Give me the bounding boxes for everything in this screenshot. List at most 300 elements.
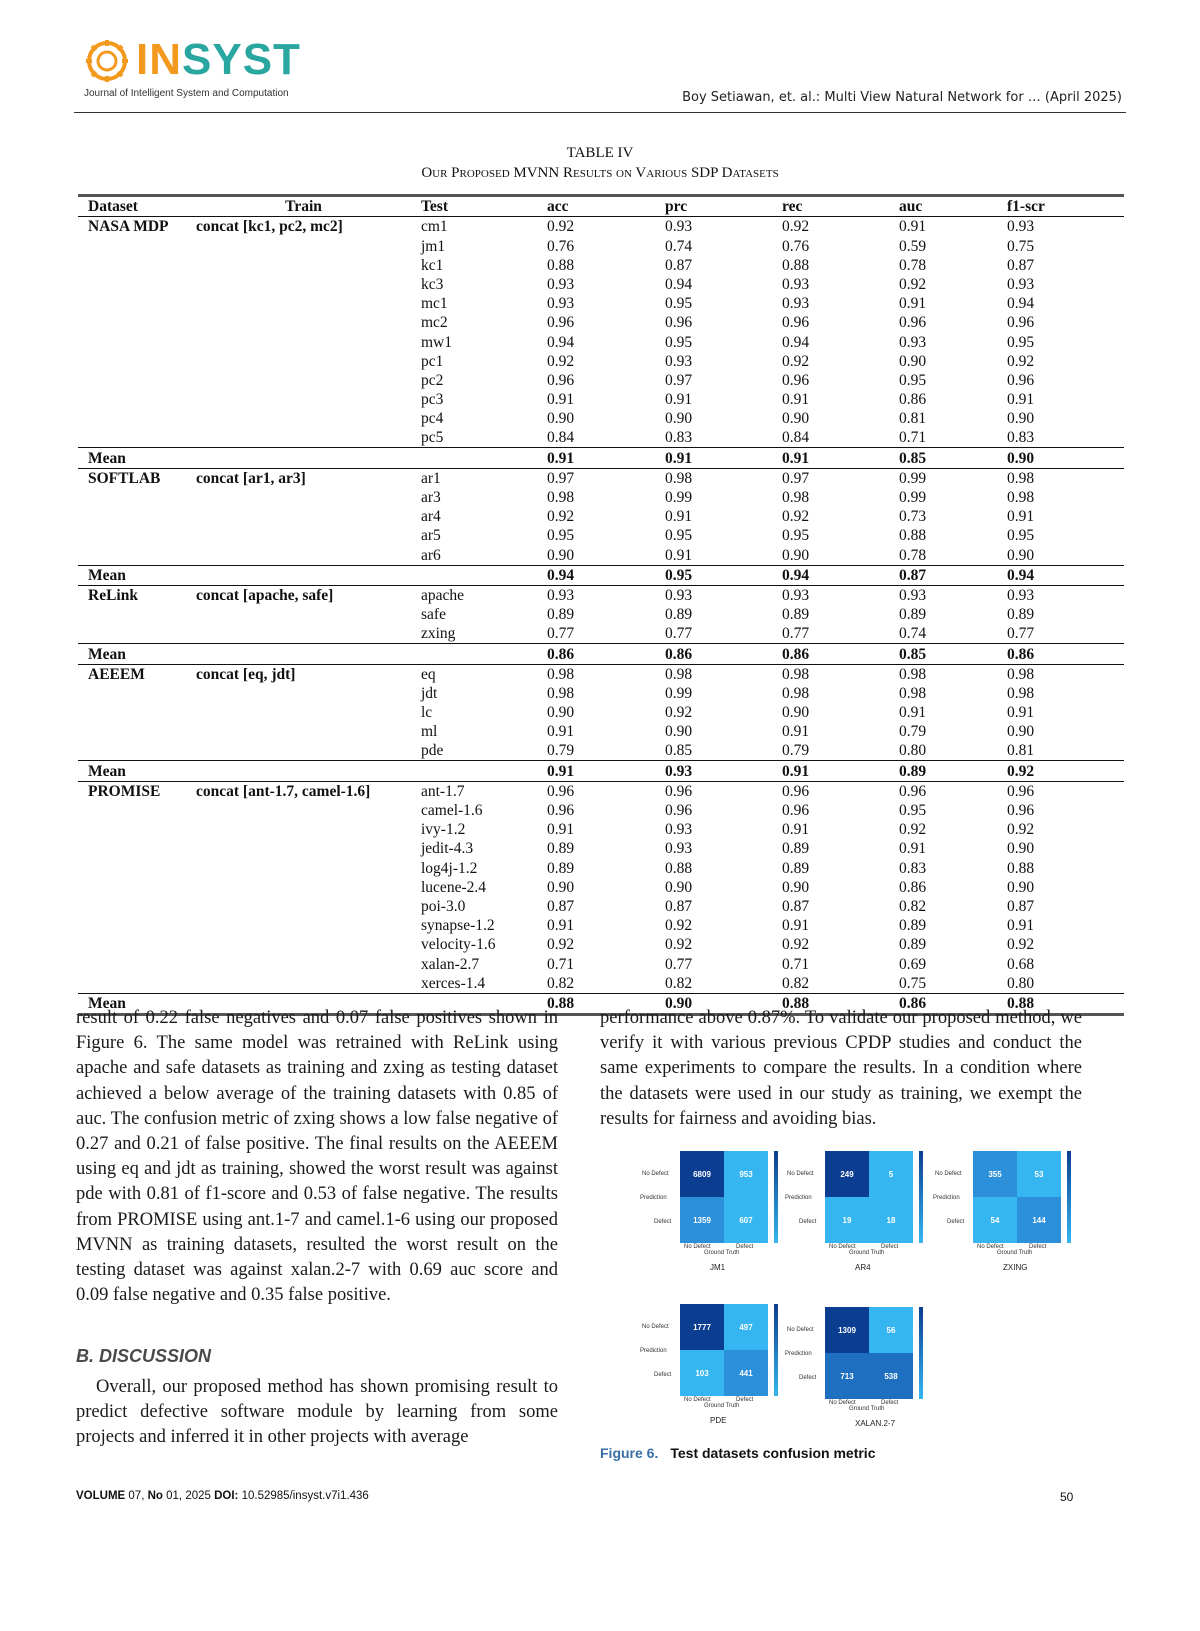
- metric-cell: 0.92: [665, 917, 693, 935]
- metric-cell: 0.83: [665, 429, 693, 447]
- train-cell: [186, 352, 411, 371]
- test-cell: cm1: [421, 218, 448, 236]
- train-cell: [186, 974, 411, 994]
- table-row: [78, 294, 1124, 313]
- dataset-cell: [78, 275, 186, 294]
- running-head: Boy Setiawan, et. al.: Multi View Natural Network for … (April 2025): [682, 90, 1122, 105]
- metric-cell: 0.96: [547, 371, 575, 389]
- dataset-cell: [78, 839, 186, 858]
- metric-cell: 0.91: [782, 723, 810, 741]
- metric-cell: 0.91: [665, 508, 693, 526]
- y-tick-defect: Defect: [799, 1375, 817, 1381]
- metric-cell: 0.91: [1007, 704, 1035, 722]
- dataset-cell: [78, 605, 186, 624]
- colorbar: [774, 1304, 778, 1396]
- matrix-title: ZXING: [1003, 1263, 1028, 1272]
- metric-cell: 0.90: [782, 410, 810, 428]
- metric-cell: 0.85: [665, 742, 693, 760]
- x-tick-defect: Defect: [881, 1400, 899, 1406]
- empty-cell: [186, 644, 411, 664]
- y-axis-label: Prediction: [640, 1348, 667, 1354]
- dataset-cell: [78, 703, 186, 722]
- mean-value: 0.86: [537, 644, 655, 664]
- test-cell: pc1: [421, 352, 444, 370]
- train-cell: [186, 722, 411, 741]
- matrix-cell: 953: [724, 1151, 768, 1197]
- table-row: [78, 801, 1124, 820]
- logo-wordmark-syst: SYST: [182, 35, 301, 84]
- metric-cell: 0.77: [547, 625, 575, 643]
- matrix-cell: 1309: [825, 1307, 869, 1353]
- test-cell: pc4: [421, 410, 444, 428]
- dataset-cell: [78, 545, 186, 565]
- table-row: [78, 256, 1124, 275]
- test-cell: safe: [421, 606, 446, 624]
- mean-value: 0.86: [997, 644, 1124, 664]
- table-title: Our Proposed MVNN Results on Various SDP Datasets: [421, 165, 779, 181]
- table-row: [78, 722, 1124, 741]
- metric-cell: 0.91: [547, 391, 575, 409]
- train-cell: [186, 605, 411, 624]
- test-cell: xalan-2.7: [421, 955, 480, 973]
- metric-cell: 0.91: [782, 821, 810, 839]
- matrix-cell: 19: [825, 1197, 869, 1243]
- table-row: [78, 390, 1124, 409]
- metric-cell: 0.91: [665, 391, 693, 409]
- dataset-cell: [78, 954, 186, 973]
- dataset-cell: NASA MDP: [88, 218, 169, 236]
- metric-cell: 0.89: [1007, 606, 1035, 624]
- metric-cell: 0.87: [547, 897, 575, 915]
- metric-cell: 0.95: [665, 527, 693, 545]
- metric-cell: 0.87: [665, 256, 693, 274]
- header-cell: rec: [772, 196, 889, 217]
- test-cell: poi-3.0: [421, 897, 466, 915]
- metric-cell: 0.89: [547, 606, 575, 624]
- mean-value: 0.85: [889, 644, 997, 664]
- metric-cell: 0.90: [547, 704, 575, 722]
- train-cell: [186, 545, 411, 565]
- test-cell: pde: [421, 742, 444, 760]
- metric-cell: 0.79: [899, 723, 927, 741]
- empty-cell: [186, 761, 411, 781]
- metric-cell: 0.99: [899, 489, 927, 506]
- metric-cell: 0.88: [782, 256, 810, 274]
- mean-value: 0.89: [889, 761, 997, 781]
- dataset-cell: [78, 313, 186, 332]
- metric-cell: 0.93: [782, 295, 810, 313]
- x-axis-label: Ground Truth: [704, 1403, 740, 1409]
- results-paragraph: result of 0.22 false negatives and 0.07 false positives shown in Figure 6. The same model was retrained with ReLink using apache and safe datasets as training and zxing as testing dataset achieved a below average of the training datasets with 0.85 of auc. The confusion metric of zxing shows a low false negative of 0.27 and 0.21 of false positive. The final results on the AEEEM using eq and jdt as training, showed the worst result was against pde with 0.81 of f1-score and 0.53 of false negative. The results from PROMISE using ant.1-7 and camel.1-6 using our proposed MVNN as training datasets, resulted the worst result on the testing dataset was against xalan.2-7 with 0.69 auc score and 0.09 false negative and 0.35 false positive.: [76, 1008, 558, 1306]
- metric-cell: 0.76: [547, 237, 575, 255]
- metric-cell: 0.89: [899, 917, 927, 935]
- mean-value: 0.86: [889, 993, 997, 1014]
- mean-value: 0.92: [997, 761, 1124, 781]
- metric-cell: 0.98: [547, 665, 575, 683]
- test-cell: mw1: [421, 333, 452, 351]
- metric-cell: 0.86: [899, 391, 927, 409]
- dataset-cell: [78, 488, 186, 507]
- metric-cell: 0.96: [782, 802, 810, 819]
- table-row: [78, 428, 1124, 448]
- metric-cell: 0.95: [665, 295, 693, 313]
- test-cell: zxing: [421, 625, 456, 643]
- metric-cell: 0.78: [899, 546, 927, 564]
- metric-cell: 0.96: [782, 371, 810, 389]
- mean-value: 0.86: [772, 644, 889, 664]
- metric-cell: 0.98: [1007, 469, 1035, 487]
- metric-cell: 0.91: [665, 546, 693, 564]
- table-row: [78, 897, 1124, 916]
- table-row: [78, 409, 1124, 428]
- metric-cell: 0.80: [899, 742, 927, 760]
- footer-no-label: No: [147, 1490, 163, 1502]
- train-cell: [186, 390, 411, 409]
- metric-cell: 0.76: [782, 237, 810, 255]
- y-tick-defect: Defect: [799, 1219, 817, 1225]
- metric-cell: 0.90: [1007, 410, 1035, 428]
- metric-cell: 0.92: [547, 218, 575, 236]
- logo-subtitle: Journal of Intelligent System and Computation: [84, 88, 289, 99]
- dataset-cell: [78, 897, 186, 916]
- metric-cell: 0.92: [665, 936, 693, 954]
- dataset-cell: [78, 371, 186, 390]
- dataset-cell: [78, 935, 186, 954]
- y-tick-no-defect: No Defect: [787, 1171, 814, 1177]
- metric-cell: 0.82: [547, 974, 575, 992]
- x-axis-label: Ground Truth: [849, 1250, 885, 1256]
- metric-cell: 0.93: [1007, 586, 1035, 604]
- page-number: 50: [1060, 1490, 1074, 1504]
- mean-label: Mean: [78, 644, 186, 664]
- dataset-cell: [78, 916, 186, 935]
- metric-cell: 0.90: [1007, 878, 1035, 896]
- test-cell: pc2: [421, 371, 444, 389]
- train-cell: [186, 256, 411, 275]
- x-tick-defect: Defect: [736, 1244, 754, 1250]
- train-cell: [186, 684, 411, 703]
- metric-cell: 0.68: [1007, 955, 1035, 973]
- empty-cell: [186, 565, 411, 585]
- matrix-cell: 538: [869, 1353, 913, 1399]
- matrix-cell: 1359: [680, 1197, 724, 1243]
- metric-cell: 0.96: [1007, 314, 1035, 332]
- train-cell: concat [ant-1.7, camel-1.6]: [196, 782, 371, 800]
- metric-cell: 0.90: [782, 704, 810, 722]
- metric-cell: 0.90: [899, 352, 927, 370]
- metric-cell: 0.95: [1007, 333, 1035, 351]
- test-cell: jedit-4.3: [421, 840, 474, 858]
- right-column-text: [600, 1006, 1082, 1132]
- train-cell: [186, 935, 411, 954]
- footer-number: 01, 2025: [166, 1490, 211, 1502]
- train-cell: [186, 839, 411, 858]
- matrix-cell: 18: [869, 1197, 913, 1243]
- mean-row: [78, 761, 1124, 781]
- metric-cell: 0.91: [782, 391, 810, 409]
- train-cell: [186, 624, 411, 644]
- dataset-cell: [78, 236, 186, 255]
- metric-cell: 0.87: [1007, 256, 1035, 274]
- table-row: [78, 839, 1124, 858]
- train-cell: [186, 897, 411, 916]
- x-tick-no-defect: No Defect: [977, 1244, 1004, 1250]
- metric-cell: 0.91: [899, 295, 927, 313]
- mean-value: 0.86: [655, 644, 772, 664]
- table-label: TABLE IV: [566, 145, 634, 161]
- train-cell: [186, 409, 411, 428]
- metric-cell: 0.92: [547, 508, 575, 526]
- x-tick-no-defect: No Defect: [684, 1397, 711, 1403]
- matrix-cell: 144: [1017, 1197, 1061, 1243]
- metric-cell: 0.89: [547, 840, 575, 858]
- train-cell: concat [apache, safe]: [196, 586, 334, 604]
- metric-cell: 0.99: [899, 469, 927, 487]
- test-cell: ar6: [421, 546, 441, 564]
- footer-volume-label: VOLUME: [76, 1490, 126, 1502]
- train-cell: concat [ar1, ar3]: [196, 469, 306, 487]
- metric-cell: 0.93: [782, 275, 810, 293]
- metric-cell: 0.87: [782, 897, 810, 915]
- mean-value: 0.88: [537, 993, 655, 1014]
- table-row: [78, 275, 1124, 294]
- dataset-cell: [78, 974, 186, 994]
- dataset-cell: [78, 878, 186, 897]
- dataset-cell: [78, 858, 186, 877]
- dataset-cell: [78, 722, 186, 741]
- metric-cell: 0.93: [665, 821, 693, 839]
- y-axis-label: Prediction: [640, 1195, 667, 1201]
- metric-cell: 0.96: [547, 314, 575, 332]
- mean-value: 0.94: [537, 565, 655, 585]
- metric-cell: 0.80: [1007, 974, 1035, 992]
- colorbar: [1067, 1151, 1071, 1243]
- metric-cell: 0.88: [665, 859, 693, 877]
- test-cell: camel-1.6: [421, 802, 483, 819]
- table-row: [78, 332, 1124, 351]
- matrix-cell: 54: [973, 1197, 1017, 1243]
- metric-cell: 0.88: [1007, 859, 1035, 877]
- mean-value: 0.87: [889, 565, 997, 585]
- metric-cell: 0.95: [899, 802, 927, 819]
- y-tick-no-defect: No Defect: [787, 1327, 814, 1333]
- metric-cell: 0.90: [665, 878, 693, 896]
- metric-cell: 0.95: [547, 527, 575, 545]
- mean-label: Mean: [78, 448, 186, 468]
- table-row: [78, 605, 1124, 624]
- metric-cell: 0.71: [899, 429, 927, 447]
- mean-value: 0.91: [772, 761, 889, 781]
- logo-wordmark: [136, 36, 301, 84]
- metric-cell: 0.98: [899, 665, 927, 683]
- header-cell: Test: [411, 196, 537, 217]
- metric-cell: 0.69: [899, 955, 927, 973]
- empty-cell: [411, 448, 537, 468]
- logo-wordmark-in: IN: [136, 35, 182, 84]
- dataset-cell: [78, 332, 186, 351]
- dataset-cell: AEEEM: [88, 665, 145, 683]
- matrix-cell: 441: [724, 1350, 768, 1396]
- test-cell: apache: [421, 586, 465, 604]
- x-axis-label: Ground Truth: [704, 1250, 740, 1256]
- colorbar: [774, 1151, 778, 1243]
- metric-cell: 0.96: [547, 782, 575, 800]
- dataset-cell: PROMISE: [88, 782, 161, 800]
- metric-cell: 0.92: [665, 704, 693, 722]
- test-cell: lucene-2.4: [421, 878, 486, 896]
- table-row: [78, 526, 1124, 545]
- metric-cell: 0.92: [899, 275, 927, 293]
- mean-value: 0.91: [537, 448, 655, 468]
- test-cell: eq: [421, 665, 436, 683]
- table-row: [78, 703, 1124, 722]
- train-cell: [186, 332, 411, 351]
- matrix-cell: 1777: [680, 1304, 724, 1350]
- table-row: [78, 781, 1124, 801]
- mean-value: 0.91: [655, 448, 772, 468]
- y-axis-label: Prediction: [933, 1195, 960, 1201]
- mean-row: [78, 448, 1124, 468]
- train-cell: [186, 236, 411, 255]
- metric-cell: 0.98: [782, 684, 810, 702]
- metric-cell: 0.87: [1007, 897, 1035, 915]
- dataset-cell: ReLink: [88, 586, 138, 604]
- test-cell: ml: [421, 723, 438, 741]
- mean-label: Mean: [78, 761, 186, 781]
- y-tick-defect: Defect: [654, 1219, 672, 1225]
- metric-cell: 0.89: [899, 606, 927, 624]
- metric-cell: 0.96: [1007, 371, 1035, 389]
- mean-row: [78, 565, 1124, 585]
- mean-label: Mean: [78, 565, 186, 585]
- metric-cell: 0.75: [1007, 237, 1035, 255]
- metric-cell: 0.91: [782, 917, 810, 935]
- test-cell: jdt: [421, 684, 438, 702]
- table-row: [78, 371, 1124, 390]
- metric-cell: 0.89: [547, 859, 575, 877]
- metric-cell: 0.93: [665, 840, 693, 858]
- mean-value: 0.91: [537, 761, 655, 781]
- y-tick-no-defect: No Defect: [642, 1324, 669, 1330]
- train-cell: [186, 371, 411, 390]
- metric-cell: 0.79: [547, 742, 575, 760]
- figure-label: Figure 6.: [600, 1445, 659, 1461]
- metric-cell: 0.87: [665, 897, 693, 915]
- metric-cell: 0.83: [899, 859, 927, 877]
- metric-cell: 0.98: [782, 489, 810, 506]
- table-row: [78, 585, 1124, 605]
- colorbar: [919, 1307, 923, 1399]
- dataset-cell: [78, 294, 186, 313]
- metric-cell: 0.92: [1007, 821, 1035, 839]
- train-cell: [186, 275, 411, 294]
- metric-cell: 0.94: [1007, 295, 1035, 313]
- footer-citation: VOLUME 07, No 01, 2025 DOI: 10.52985/insyst.v7i1.436: [76, 1490, 369, 1502]
- metric-cell: 0.95: [1007, 527, 1035, 545]
- footer-doi-label: DOI:: [214, 1490, 239, 1502]
- metric-cell: 0.90: [665, 410, 693, 428]
- table-header-row: [78, 196, 1124, 217]
- metric-cell: 0.95: [782, 527, 810, 545]
- table-row: [78, 507, 1124, 526]
- metric-cell: 0.83: [1007, 429, 1035, 447]
- metric-cell: 0.97: [665, 371, 693, 389]
- table-row: [78, 954, 1124, 973]
- metric-cell: 0.93: [1007, 218, 1035, 236]
- table-row: [78, 236, 1124, 255]
- metric-cell: 0.74: [899, 625, 927, 643]
- metric-cell: 0.96: [899, 314, 927, 332]
- metric-cell: 0.90: [665, 723, 693, 741]
- test-cell: ivy-1.2: [421, 821, 466, 839]
- matrix-cell: 355: [973, 1151, 1017, 1197]
- metric-cell: 0.82: [782, 974, 810, 992]
- x-tick-no-defect: No Defect: [684, 1244, 711, 1250]
- table-row: [78, 545, 1124, 565]
- metric-cell: 0.90: [1007, 840, 1035, 858]
- colorbar: [919, 1151, 923, 1243]
- x-tick-defect: Defect: [881, 1244, 899, 1250]
- train-cell: [186, 858, 411, 877]
- metric-cell: 0.97: [547, 469, 575, 487]
- mean-value: 0.95: [655, 565, 772, 585]
- metric-cell: 0.96: [899, 782, 927, 800]
- metric-cell: 0.92: [547, 352, 575, 370]
- matrix-title: XALAN.2-7: [855, 1419, 896, 1428]
- matrix-cell: 6809: [680, 1151, 724, 1197]
- metric-cell: 0.92: [782, 218, 810, 236]
- y-tick-no-defect: No Defect: [642, 1171, 669, 1177]
- metric-cell: 0.96: [665, 802, 693, 819]
- matrix-cell: 5: [869, 1151, 913, 1197]
- x-axis-label: Ground Truth: [997, 1250, 1033, 1256]
- metric-cell: 0.97: [782, 469, 810, 487]
- train-cell: [186, 801, 411, 820]
- test-cell: ar3: [421, 489, 441, 506]
- table-row: [78, 217, 1124, 237]
- metric-cell: 0.90: [547, 878, 575, 896]
- y-tick-no-defect: No Defect: [935, 1171, 962, 1177]
- train-cell: [186, 507, 411, 526]
- metric-cell: 0.94: [547, 333, 575, 351]
- confusion-matrix: [785, 1303, 925, 1438]
- metric-cell: 0.92: [1007, 352, 1035, 370]
- metric-cell: 0.91: [899, 704, 927, 722]
- test-cell: pc5: [421, 429, 444, 447]
- matrix-cell: 56: [869, 1307, 913, 1353]
- metric-cell: 0.82: [899, 897, 927, 915]
- metric-cell: 0.90: [547, 410, 575, 428]
- metric-cell: 0.78: [899, 256, 927, 274]
- metric-cell: 0.98: [665, 665, 693, 683]
- matrix-title: AR4: [855, 1263, 871, 1272]
- table-row: [78, 935, 1124, 954]
- metric-cell: 0.75: [899, 974, 927, 992]
- journal-logo: [84, 35, 301, 100]
- test-cell: kc1: [421, 256, 444, 274]
- table-row: [78, 624, 1124, 644]
- table-row: [78, 352, 1124, 371]
- header-cell: acc: [537, 196, 655, 217]
- metric-cell: 0.74: [665, 237, 693, 255]
- mean-value: 0.90: [655, 993, 772, 1014]
- metric-cell: 0.93: [665, 586, 693, 604]
- metric-cell: 0.92: [899, 821, 927, 839]
- discussion-paragraph: Overall, our proposed method has shown promising result to predict defective software module by learning from some projects and inferred it in other projects with average: [76, 1377, 558, 1448]
- table-body: [78, 217, 1124, 1015]
- matrix-cell: 53: [1017, 1151, 1061, 1197]
- metric-cell: 0.96: [1007, 802, 1035, 819]
